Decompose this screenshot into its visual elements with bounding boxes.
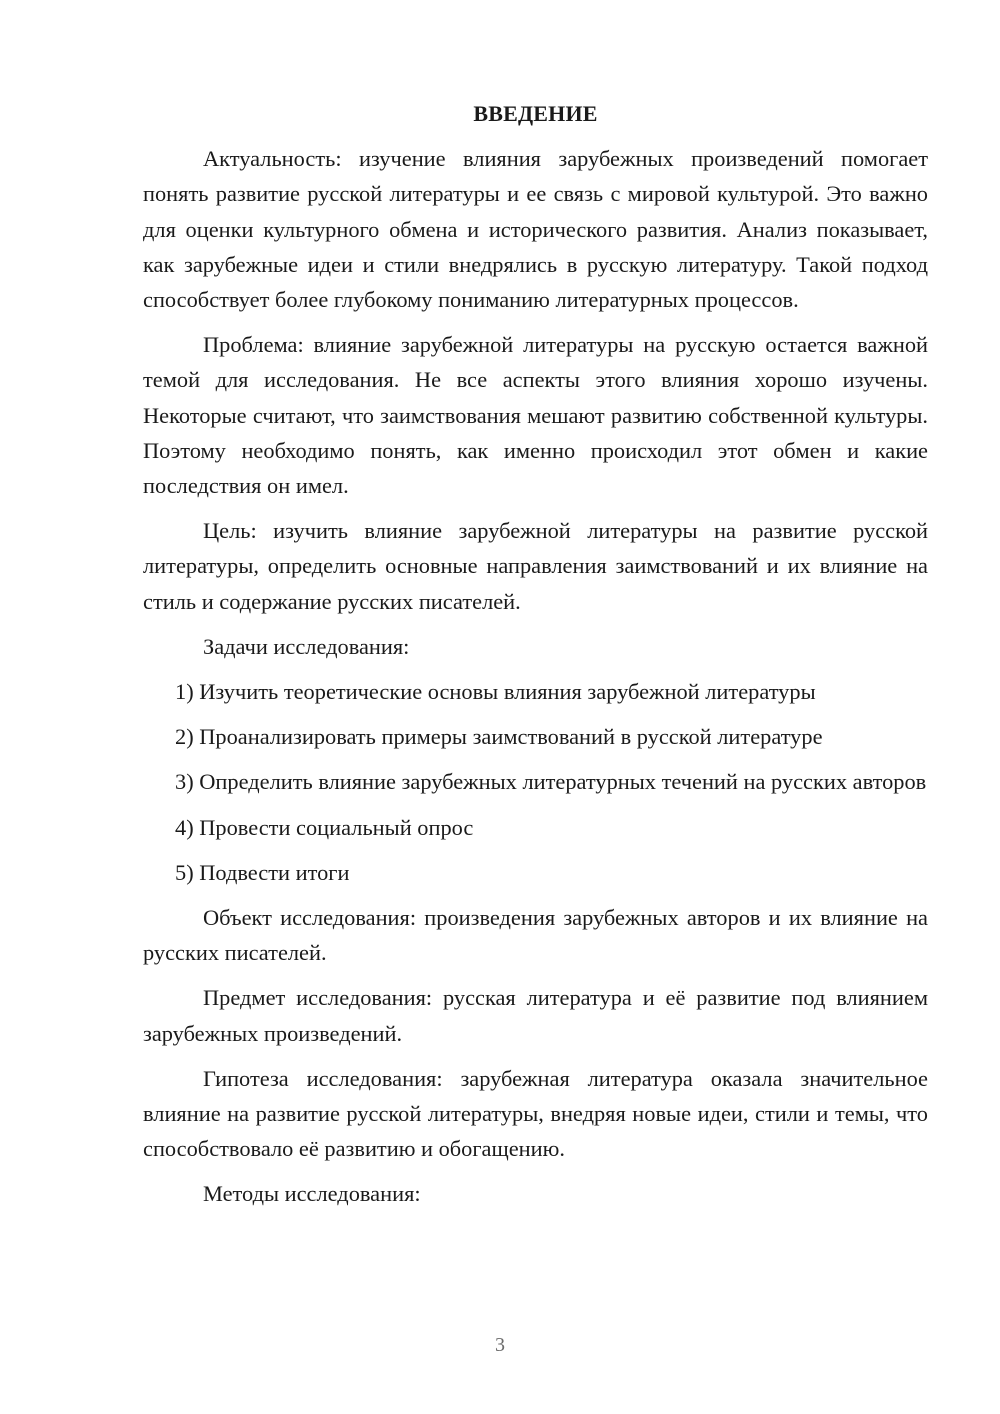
paragraph-hypothesis: Гипотеза исследования: зарубежная литература оказала значительное влияние на развитие русской литературы, внедряя новые идеи, стили и темы, что способствовало её развитию и обогащению.	[143, 1065, 928, 1162]
tasks-list	[143, 674, 928, 890]
page-number: 3	[495, 1334, 505, 1356]
methods-heading: Методы исследования:	[203, 1181, 421, 1207]
list-item: 2) Проанализировать примеры заимствований в русской литературе	[175, 724, 823, 750]
section-title: ВВЕДЕНИЕ	[473, 101, 598, 126]
paragraph-object: Объект исследования: произведения зарубежных авторов и их влияние на русских писателей.	[143, 905, 928, 966]
paragraph-subject: Предмет исследования: русская литература и её развитие под влиянием зарубежных произведений.	[143, 985, 928, 1046]
list-item: 3) Определить влияние зарубежных литературных течений на русских авторов	[175, 769, 927, 795]
list-item: 5) Подвести итоги	[175, 859, 350, 885]
list-item: 1) Изучить теоретические основы влияния зарубежной литературы	[175, 679, 816, 705]
tasks-heading: Задачи исследования:	[203, 633, 410, 659]
list-item: 4) Провести социальный опрос	[175, 814, 474, 840]
paragraph-goal: Цель: изучить влияние зарубежной литературы на развитие русской литературы, определить основные направления заимствований и их влияние на стиль и содержание русских писателей.	[143, 518, 928, 614]
document-page	[143, 96, 928, 1222]
paragraph-relevance: Актуальность: изучение влияния зарубежных произведений помогает понять развитие русской литературы и ее связь с мировой культурой. Это важно для оценки культурного обмена и исторического развития. Анализ показывает, как зарубежные идеи и стили внедрялись в русскую литературу. Такой подход способствует более глубокому пониманию литературных процессов.	[143, 146, 928, 313]
paragraph-problem: Проблема: влияние зарубежной литературы на русскую остается важной темой для исследования. Не все аспекты этого влияния хорошо изучены. Некоторые считают, что заимствования мешают развитию собственной культуры. Поэтому необходимо понять, как именно происходил этот обмен и какие последствия он имел.	[143, 332, 928, 499]
